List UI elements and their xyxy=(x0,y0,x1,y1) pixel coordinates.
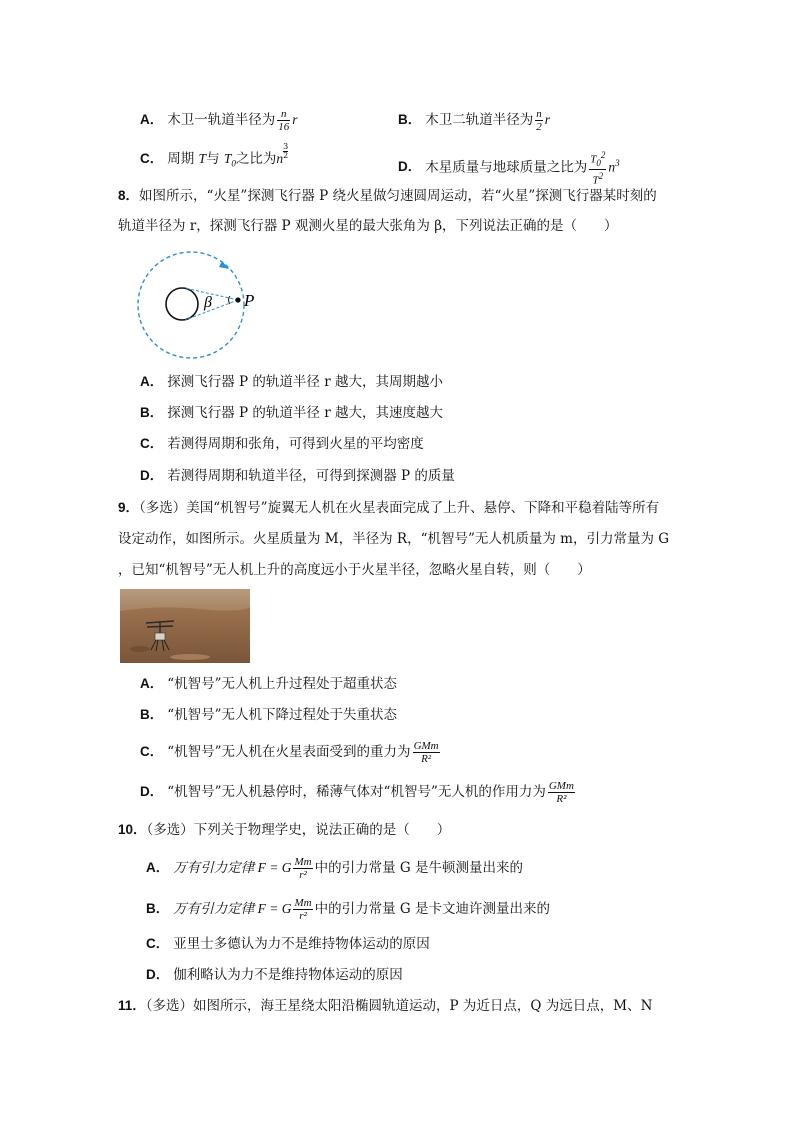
q8-option-d: D． 若测得周期和轨道半径，可得到探测器 P 的质量 xyxy=(140,468,455,484)
option-label: C． xyxy=(140,151,164,166)
q9-stem-line2: 设定动作，如图所示。火星质量为 M，半径为 R，“机智号”无人机质量为 m，引力常量为 G xyxy=(118,531,670,547)
q7-option-c: C． 周期 T与 $T_0$之比为n $\frac{3}{2}$ xyxy=(140,142,289,169)
orbit-arrow-icon xyxy=(219,261,229,269)
exponent-fraction: $\frac{3}{2}$ xyxy=(283,142,289,160)
q8-option-b: B． 探测飞行器 P 的轨道半径 r 越大，其速度越大 xyxy=(140,405,443,421)
q8-orbit-figure xyxy=(118,246,268,364)
fraction: $\frac{n}{16}$ xyxy=(278,108,290,133)
q8-option-a: A． 探测飞行器 P 的轨道半径 r 越大，其周期越小 xyxy=(140,374,443,390)
q11-stem-line1: 11．（多选）如图所示，海王星绕太阳沿椭圆轨道运动，P 为近日点，Q 为远日点，M、N xyxy=(118,998,653,1014)
option-text: 木卫一轨道半径为 xyxy=(167,112,276,128)
q9-stem-line3: ，已知“机智号”无人机上升的高度远小于火星半径，忽略火星自转，则（ ） xyxy=(118,562,591,578)
option-label: A． xyxy=(140,112,164,127)
q9-option-d: D． “机智号”无人机悬停时，稀薄气体对“机智号”无人机的作用力为 $\frac{\text{GMm}}{\text{R²}}$ xyxy=(140,780,574,805)
q9-option-a: A． “机智号”无人机上升过程处于超重状态 xyxy=(140,676,398,692)
q10-stem-line1: 10．（多选）下列关于物理学史，说法正确的是（ ） xyxy=(118,822,451,838)
question-number: 9． xyxy=(118,500,140,515)
fraction: $\frac{T_0^2}{T^2}$ xyxy=(590,150,606,187)
q9-option-b: B． “机智号”无人机下降过程处于失重状态 xyxy=(140,707,398,723)
fraction: $\frac{Mm}{\text{r²}}$ xyxy=(294,856,312,881)
question-number: 8． xyxy=(118,188,140,203)
q7-option-b: B． 木卫二轨道半径为 $\frac{n}{2}$ r xyxy=(398,108,551,133)
q10-option-a: A． 万有引力定律 F = G $\frac{Mm}{\text{r²}}$ 中的引力常量 G 是牛顿测量出来的 xyxy=(146,856,523,881)
angle-arc xyxy=(229,296,231,304)
q9-option-c: C． “机智号”无人机在火星表面受到的重力为 $\frac{\text{GMm}}{\text{R²}}$ xyxy=(140,740,439,765)
q10-option-d: D． 伽利略认为力不是维持物体运动的原因 xyxy=(146,967,403,983)
option-label: B． xyxy=(398,112,422,127)
fraction: $\frac{Mm}{\text{r²}}$ xyxy=(294,897,312,922)
fraction: $\frac{n}{2}$ xyxy=(536,108,542,133)
q9-stem-line1: 9．（多选）美国“机智号”旋翼无人机在火星表面完成了上升、悬停、下降和平稳着陆等所有 xyxy=(118,500,660,516)
q9-mars-helicopter-photo xyxy=(120,589,250,663)
question-number: 11． xyxy=(118,998,146,1013)
fraction: $\frac{\text{GMm}}{\text{R²}}$ xyxy=(413,740,439,765)
q7-option-a: A． 木卫一轨道半径为 $\frac{n}{16}$ r xyxy=(140,108,298,133)
probe-point xyxy=(235,297,240,302)
q8-stem-line2: 轨道半径为 r，探测飞行器 P 观测火星的最大张角为 β，下列说法正确的是（ ） xyxy=(118,218,618,234)
q8-option-c: C． 若测得周期和张角，可得到火星的平均密度 xyxy=(140,436,424,452)
q10-option-c: C． 亚里士多德认为力不是维持物体运动的原因 xyxy=(146,936,430,952)
q7-option-d: D． 木星质量与地球质量之比为 $\frac{T_0^2}{T^2}$ $n^3$ xyxy=(398,150,620,187)
option-label: D． xyxy=(398,159,422,175)
mars-circle xyxy=(166,288,198,320)
question-number: 10． xyxy=(118,822,147,837)
option-text: 木卫二轨道半径为 xyxy=(425,112,534,128)
beta-label: β xyxy=(204,294,212,311)
q8-stem-line1: 8．如图所示，“火星”探测飞行器 P 绕火星做匀速圆周运动，若“火星”探测飞行器某时刻的 xyxy=(118,188,657,204)
q10-option-b: B． 万有引力定律 F = G $\frac{Mm}{\text{r²}}$ 中的引力常量 G 是卡文迪许测量出来的 xyxy=(146,897,550,922)
p-label: P xyxy=(244,291,255,310)
fraction: $\frac{\text{GMm}}{\text{R²}}$ xyxy=(548,780,574,805)
